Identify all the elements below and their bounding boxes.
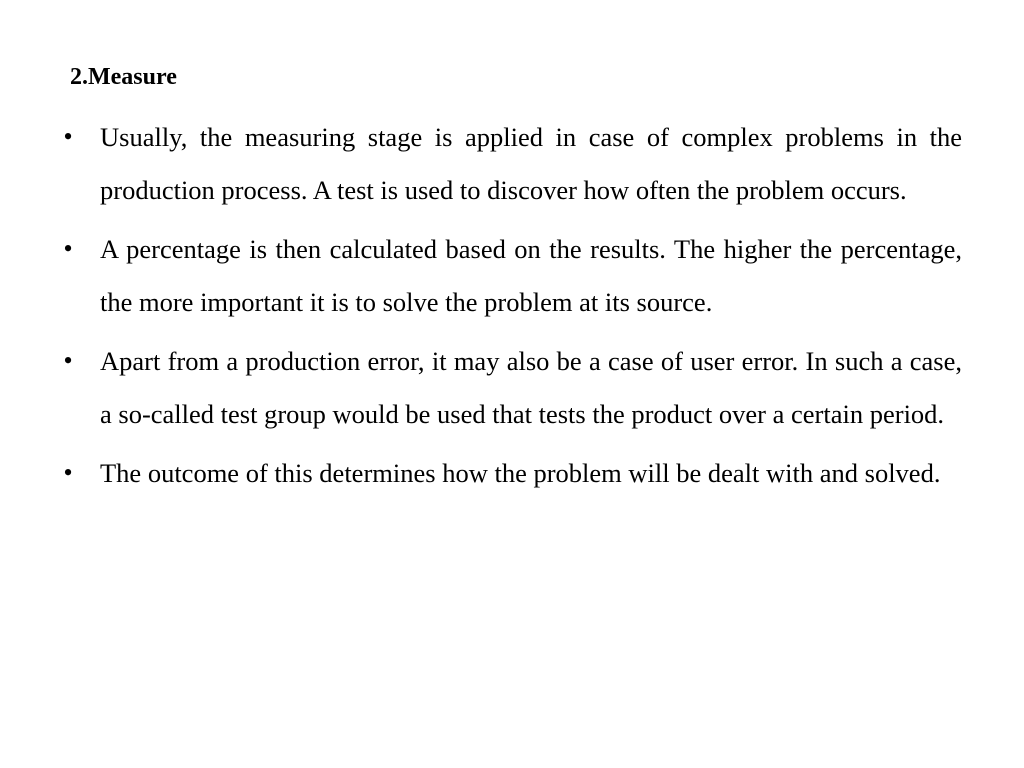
- bullet-item: [58, 223, 962, 328]
- bullet-icon: •: [63, 346, 73, 375]
- bullet-item: [58, 335, 962, 440]
- bullet-text: Usually, the measuring stage is applied in case of complex problems in the production process. A test is used to discover how often the problem occurs.: [100, 122, 962, 205]
- bullet-text: Apart from a production error, it may also be a case of user error. In such a case, a so-called test group would be used that tests the product over a certain period.: [100, 346, 962, 429]
- bullet-text: The outcome of this determines how the problem will be dealt with and solved.: [100, 458, 941, 488]
- bullet-icon: •: [63, 458, 73, 487]
- bullet-item: [58, 111, 962, 216]
- bullet-icon: •: [63, 234, 73, 263]
- bullet-list: [58, 111, 962, 507]
- bullet-text: A percentage is then calculated based on the results. The higher the percentage, the more important it is to solve the problem at its source.: [100, 234, 962, 317]
- slide-title: 2.Measure: [70, 64, 177, 90]
- bullet-icon: •: [63, 122, 73, 151]
- bullet-item: [58, 447, 962, 500]
